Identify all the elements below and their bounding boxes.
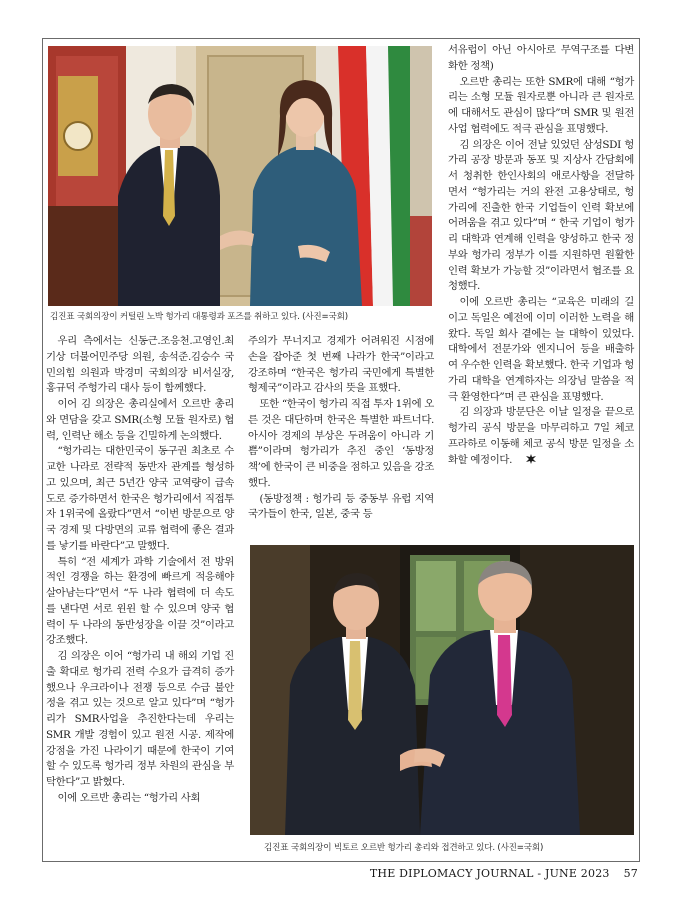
paragraph: 특히 “전 세계가 과학 기술에서 전 방위적인 경쟁을 하는 환경에 빠르게 적응해야 살아남는다”면서 “두 나라 협력에 더 속도를 낸다면 서로 윈윈 할 수 있으며 양국 협력이 두 나라의 동반성장을 이끌 것”이라고 강조했다.	[46, 555, 234, 647]
photo-illustration	[48, 46, 432, 306]
paragraph: 이에 오르반 총리는 “교육은 미래의 길이고 독일은 예전에 이미 이러한 노력을 해왔다. 독일 회사 곁에는 늘 대학이 있었다. 대학에서 전문가와 엔지니어 등을 배출하여 우수한 인력을 확보했다. 한국 기업과 헝가리 대학을 연계하자는 의장님 말씀을 적극 환영한다”며 큰 관심을 표명했다.	[448, 296, 634, 403]
article-end-icon	[515, 454, 525, 464]
page-footer	[370, 867, 638, 880]
paragraph: 김 의장은 이어 “헝가리 내 해외 기업 진출 확대로 헝가리 전력 수요가 급격히 증가했으나 우크라이나 전쟁 등으로 수급 불안정을 겪고 있는 것으로 알고 있다”며 “헝가리가 SMR사업을 추진한다는데 우리는 SMR 개발 경험이 있고 원전 시공. 제작에 강점을 가진 나라이기 때문에 한국이 기여할 수 있도록 헝가리 정부 차원의 관심을 부탁한다”고 밝혔다.	[46, 650, 234, 788]
paragraph: 오르반 총리는 또한 SMR에 대해 “헝가리는 소형 모듈 원자로뿐 아니라 큰 원자로에 대해서도 관심이 많다”며 SMR 및 원전 사업 협력에도 적극 관심을 표명했다.	[448, 75, 634, 135]
article-column-3	[448, 43, 634, 468]
paragraph: 우리 측에서는 신동근.조응천.고영인.최기상 더불어민주당 의원, 송석준.김승수 국민의힘 의원과 박경미 국회의장 비서실장, 홍규덕 주헝가리 대사 등이 함께했다.	[46, 335, 234, 395]
paragraph: 서유럽이 아닌 아시아로 무역구조를 다변화한 정책)	[448, 44, 634, 72]
closing-paragraph	[448, 405, 634, 468]
paragraph: 또한 “한국이 헝가리 직접 투자 1위에 오른 것은 대단하며 한국은 특별한 파트너다. 아시아 경제의 부상은 두려움이 아니라 기쁨”이라며 헝가리가 추진 중인 ‘동방정책’에 한국이 큰 비중을 점하고 있음을 강조했다.	[248, 398, 434, 489]
journal-name: THE DIPLOMACY JOURNAL - JUNE 2023	[369, 867, 610, 880]
photo-illustration	[250, 545, 634, 835]
page-number: 57	[623, 867, 638, 880]
photo2-caption: 김진표 국회의장이 빅토르 오르반 헝가리 총리와 접견하고 있다. (사진=국회)	[264, 843, 544, 853]
paragraph: (동방정책 : 헝가리 등 중동부 유럽 지역 국가들이 한국, 일본, 중국 등	[248, 492, 434, 521]
paragraph: 김 의장은 이어 전날 있었던 삼성SDI 헝가리 공장 방문과 동포 및 지상사 간담회에서 청취한 한인사회의 애로사항을 전달하면서 “헝가리는 거의 완전 고용상태로, 헝가리에 진출한 한국 기업들이 인력 확보에 어려움을 겪고 있다”며 “ 한국 기업이 헝가리 대학과 연계해 인력을 양성하고 한국 정부와 헝가리 정부가 이를 지원하면 원활한 인력 확보가 가능할 것”이라면서 협조를 요청했다.	[448, 138, 634, 293]
paragraph: 김 의장과 방문단은 이날 일정을 끝으로 헝가리 공식 방문을 마무리하고 7일 체코 프라하로 이동해 체코 공식 방문 일정을 소화할 예정이다.	[448, 406, 634, 466]
photo1-caption: 김진표 국회의장이 커털린 노박 헝가리 대통령과 포즈를 취하고 있다. (사진=국회)	[50, 312, 348, 322]
photo-speaker-president	[48, 46, 432, 306]
photo-speaker-prime-minister	[250, 545, 634, 835]
article-column-2	[248, 334, 434, 523]
paragraph: “헝가리는 대한민국이 동구권 최초로 수교한 나라로 전략적 동반자 관계를 형성하고 있으며, 최근 5년간 양국 교역량이 급속도로 증가하면서 한국은 헝가리에서 직접투자 1위국에 올랐다”면서 “이번 방문으로 양국 경제 및 다방면의 교류 협력에 좋은 결과를 낳기를 바란다”고 말했다.	[46, 445, 234, 552]
paragraph: 이어 김 의장은 총리실에서 오르반 총리와 면담을 갖고 SMR(소형 모듈 원자로) 협력, 인력난 해소 등을 긴밀하게 논의했다.	[46, 398, 234, 442]
article-column-1	[46, 334, 234, 807]
paragraph: 주의가 무너지고 경제가 어려워진 시점에 손을 잡아준 첫 번째 나라가 한국”이라고 강조하며 “한국은 헝가리 국민에게 특별한 형제국”이라고 감사의 뜻을 표했다.	[248, 335, 434, 395]
paragraph: 이에 오르반 총리는 “헝가리 사회	[57, 791, 201, 804]
